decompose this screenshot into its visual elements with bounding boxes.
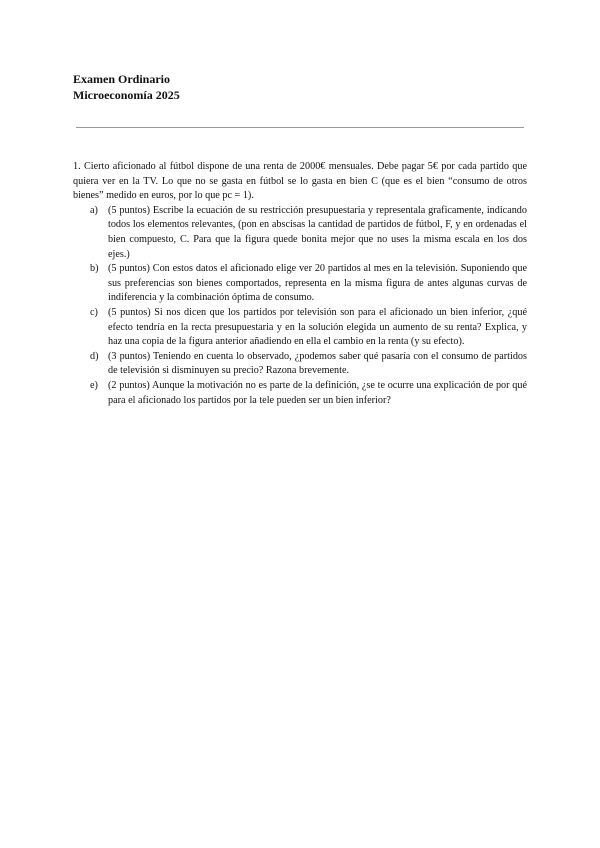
question-1 (73, 160, 527, 408)
question-item-c (73, 306, 527, 350)
question-item-a (73, 204, 527, 262)
exam-subject: Microeconomía 2025 (73, 88, 180, 102)
question-item-d (73, 350, 527, 379)
item-text: (5 puntos) Si nos dicen que los partidos por televisión son para el aficionado un bien inferior, ¿qué efecto tendría en la recta presupuestaria y en la solución elegida un aumento de su renta? Explica, y haz una copia de la figura anterior añadiendo en ella el cambio en la renta (y su efecto). (108, 306, 527, 348)
exam-title: Examen Ordinario (73, 72, 171, 86)
item-text: (5 puntos) Escribe la ecuación de su restricción presupuestaria y representala graficamente, indicando todos los elementos relevantes, (pon en abscisas la cantidad de partidos de fútbol, F, y en ordenadas el bien compuesto, C. Para que la figura quede bonita mejor que no uses la misma escala en los dos ejes.) (108, 204, 527, 260)
item-letter: b) (90, 263, 99, 275)
question-intro: 1. Cierto aficionado al fútbol dispone de una renta de 2000€ mensuales. Debe pagar 5€ por cada partido que quiera ver en la TV. Lo que no se gasta en fútbol se lo gasta en bien C (que es el bien “consumo de otros bienes” medido en euros, por lo que pc = 1). (73, 161, 527, 202)
item-text: (2 puntos) Aunque la motivación no es parte de la definición, ¿se te ocurre una explicación de por qué para el aficionado los partidos por la tele pueden ser un bien inferior? (108, 379, 527, 406)
question-item-e (73, 379, 527, 408)
exam-header (73, 71, 180, 103)
item-letter: e) (90, 379, 98, 391)
item-text: (3 puntos) Teniendo en cuenta lo observado, ¿podemos saber qué pasaría con el consumo de partidos de televisión si disminuyen su precio? Razona brevemente. (108, 350, 527, 377)
question-items (73, 204, 527, 408)
item-letter: c) (90, 306, 98, 318)
item-letter: a) (90, 204, 98, 216)
header-divider (76, 127, 524, 128)
item-text: (5 puntos) Con estos datos el aficionado elige ver 20 partidos al mes en la televisión. Suponiendo que sus preferencias son bienes comportados, representa en la misma figura de antes algunas curvas de indiferencia y la combinación óptima de consumo. (108, 263, 527, 304)
question-item-b (73, 262, 527, 306)
item-letter: d) (90, 350, 99, 362)
